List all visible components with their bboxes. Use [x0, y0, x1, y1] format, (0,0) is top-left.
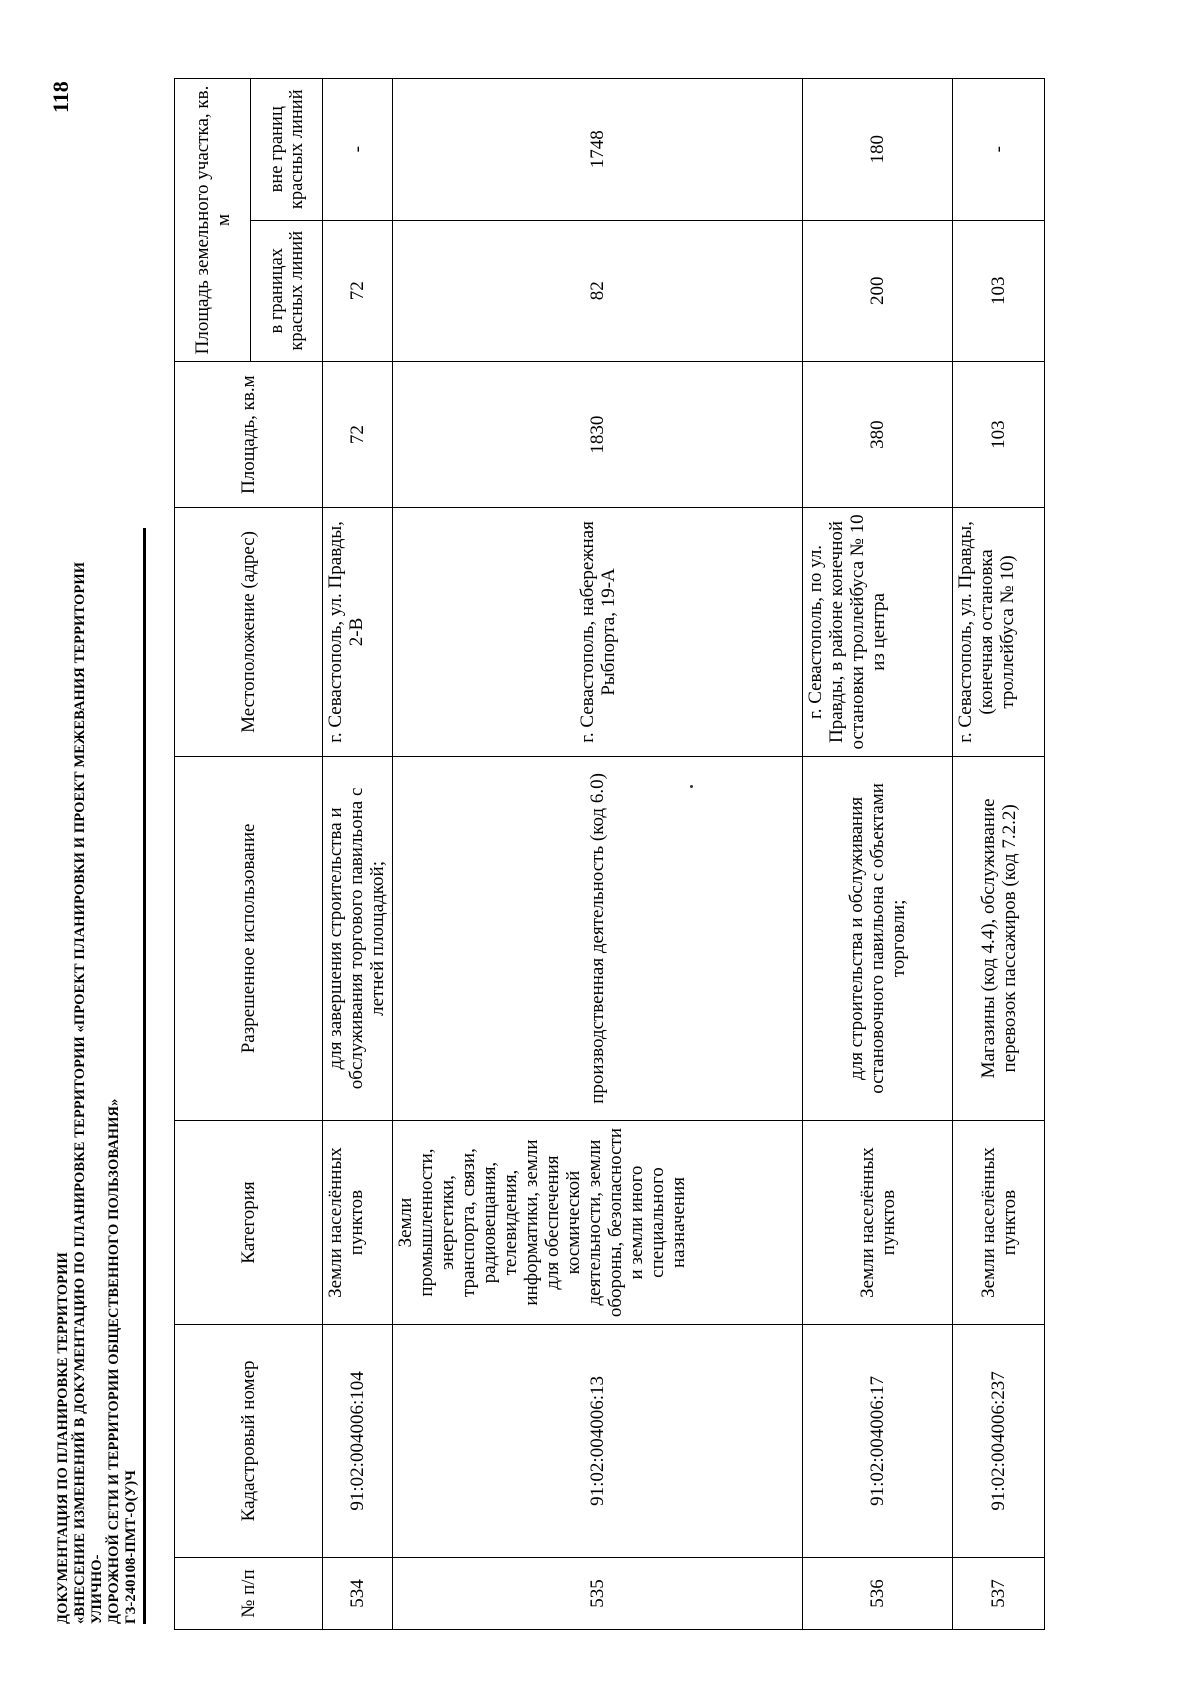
cell-outside: 1748: [393, 79, 803, 221]
cell-area: 1830: [393, 361, 803, 507]
stray-mark: [690, 785, 693, 788]
header-num: № п/п: [175, 1558, 323, 1630]
cell-num: 536: [803, 1558, 953, 1630]
cell-cadastral: 91:02:004006:104: [323, 1324, 393, 1557]
cell-location: г. Севастополь, ул. Правды, 2-В: [323, 508, 393, 756]
cell-usage: для строительства и обслуживания остановочного павильона с объектами торговли;: [803, 756, 953, 1121]
cell-cadastral: 91:02:004006:13: [393, 1324, 803, 1557]
document-header: [55, 524, 140, 1624]
header-usage: Разрешенное использование: [175, 756, 323, 1121]
table-row: [323, 79, 393, 1630]
cell-outside: -: [953, 79, 1045, 221]
cell-area: 103: [953, 361, 1045, 507]
table-row: [803, 79, 953, 1630]
table-row: [953, 79, 1045, 1630]
header-within: в границах красных линий: [251, 220, 323, 361]
cell-cadastral: 91:02:004006:17: [803, 1324, 953, 1557]
cell-outside: 180: [803, 79, 953, 221]
header-line: ГЗ-240108-ПМТ-О(У)Ч: [123, 1470, 139, 1624]
cell-location: г. Севастополь, ул. Правды, (конечная остановка троллейбуса № 10): [953, 508, 1045, 756]
cell-area: 380: [803, 361, 953, 507]
cell-within: 200: [803, 220, 953, 361]
cell-usage: Магазины (код 4.4), обслуживание перевозок пассажиров (код 7.2.2): [953, 756, 1045, 1121]
cell-within: 72: [323, 220, 393, 361]
cell-area: 72: [323, 361, 393, 507]
cell-category: Земли населённых пунктов: [803, 1121, 953, 1324]
header-divider: [143, 528, 146, 1624]
header-outside: вне границ красных линий: [251, 79, 323, 221]
header-line: «ВНЕСЕНИЕ ИЗМЕНЕНИЙ В ДОКУМЕНТАЦИЮ ПО ПЛАНИРОВКЕ ТЕРРИТОРИИ «ПРОЕКТ ПЛАНИРОВКИ И ПРОЕКТ МЕЖЕВАНИЯ ТЕРРИТОРИИ УЛИЧНО-: [72, 561, 105, 1624]
cell-location: г. Севастополь, по ул. Правды, в районе конечной остановки троллейбуса № 10 из центра: [803, 508, 953, 756]
cell-within: 103: [953, 220, 1045, 361]
header-area: Площадь, кв.м: [175, 361, 323, 507]
cell-num: 535: [393, 1558, 803, 1630]
land-plots-table: [174, 78, 1045, 1630]
header-category: Категория: [175, 1121, 323, 1324]
cell-usage: для завершения строительства и обслуживания торгового павильона с летней площадкой;: [323, 756, 393, 1121]
header-plot-area: Площадь земельного участка, кв. м: [175, 79, 251, 362]
header-line: ДОРОЖНОЙ СЕТИ И ТЕРРИТОРИИ ОБЩЕСТВЕННОГО ПОЛЬЗОВАНИЯ»: [106, 1098, 122, 1624]
cell-category: Земли населённых пунктов: [323, 1121, 393, 1324]
header-cadastral: Кадастровый номер: [175, 1324, 323, 1557]
cell-num: 534: [323, 1558, 393, 1630]
cell-within: 82: [393, 220, 803, 361]
cell-location: г. Севастополь, набережная Рыбпорта, 19-А: [393, 508, 803, 756]
cell-category: Земли населённых пунктов: [953, 1121, 1045, 1324]
page-number: 118: [48, 81, 73, 113]
cell-outside: -: [323, 79, 393, 221]
header-line: ДОКУМЕНТАЦИЯ ПО ПЛАНИРОВКЕ ТЕРРИТОРИИ: [55, 1252, 71, 1624]
cell-usage: производственная деятельность (код 6.0): [393, 756, 803, 1121]
table-row: [393, 79, 803, 1630]
cell-cadastral: 91:02:004006:237: [953, 1324, 1045, 1557]
header-location: Местоположение (адрес): [175, 508, 323, 756]
cell-num: 537: [953, 1558, 1045, 1630]
cell-category: Земли промышленности, энергетики, транспорта, связи, радиовещания, телевидения, информатики, земли для обеспечения космической деятельности, земли обороны, безопасности и земли иного специального назначения: [393, 1121, 803, 1324]
